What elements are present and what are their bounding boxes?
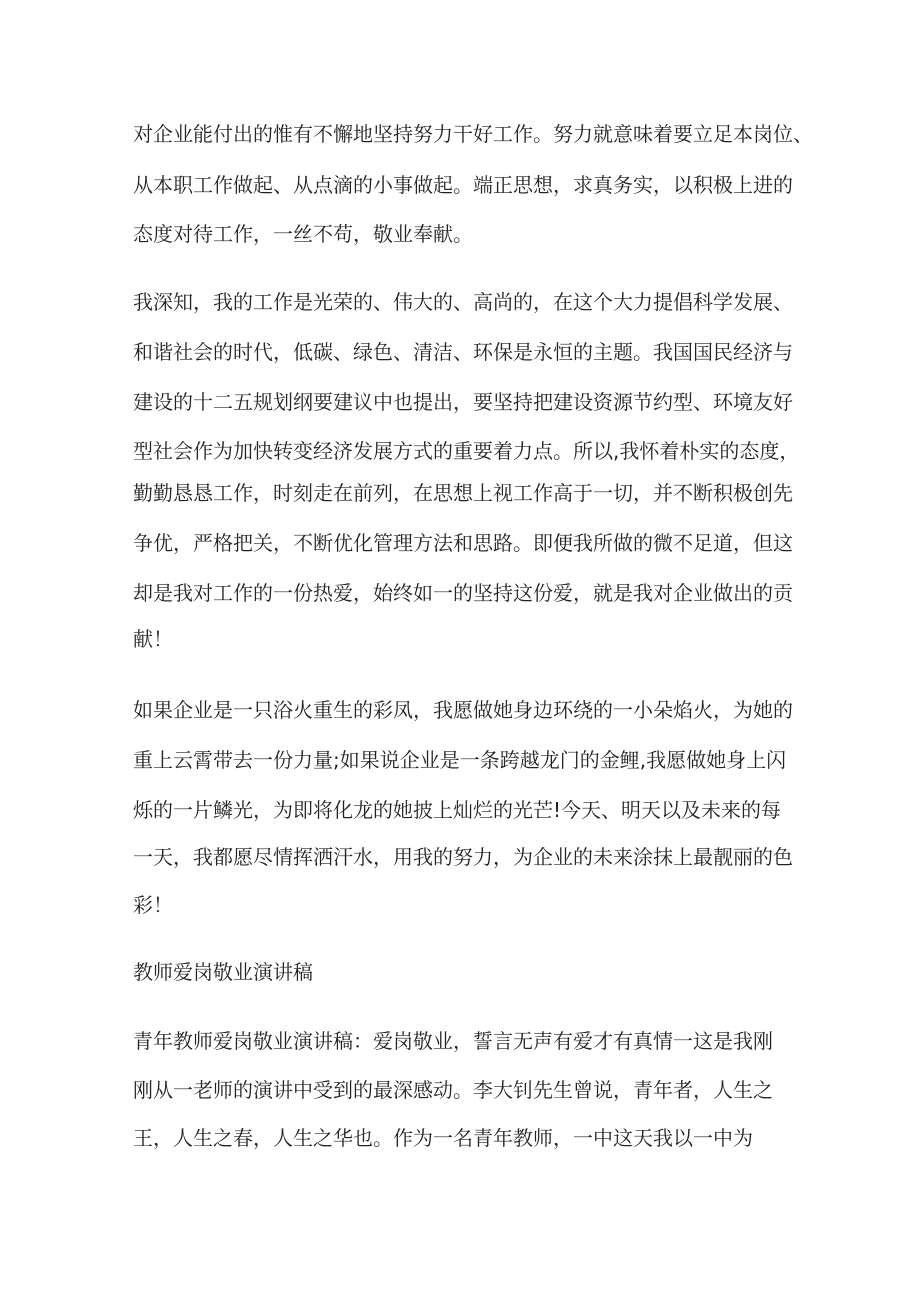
paragraph-1-line-1: 对企业能付出的惟有不懈地坚持努力干好工作。努力就意味着要立足本岗位、 bbox=[133, 122, 813, 146]
paragraph-4-line-2: 刚从一老师的演讲中受到的最深感动。李大钊先生曾说，青年者，人生之 bbox=[133, 1078, 773, 1102]
paragraph-2-line-8: 献！ bbox=[133, 627, 173, 651]
paragraph-3-line-1: 如果企业是一只浴火重生的彩凤，我愿做她身边环绕的一小朵焰火，为她的 bbox=[133, 698, 793, 722]
paragraph-3-line-2: 重上云霄带去一份力量;如果说企业是一条跨越龙门的金鲤,我愿做她身上闪 bbox=[133, 748, 787, 772]
paragraph-4-line-1: 青年教师爱岗敬业演讲稿：爱岗敬业，誓言无声有爱才有真情一这是我刚 bbox=[133, 1029, 773, 1053]
paragraph-2-line-1: 我深知，我的工作是光荣的、伟大的、高尚的，在这个大力提倡科学发展、 bbox=[133, 290, 793, 314]
paragraph-2-line-7: 却是我对工作的一份热爱，始终如一的坚持这份爱，就是我对企业做出的贡 bbox=[133, 581, 793, 605]
section-heading: 教师爱岗敬业演讲稿 bbox=[133, 960, 313, 984]
paragraph-2-line-3: 建设的十二五规划纲要建议中也提出，要坚持把建设资源节约型、环境友好 bbox=[133, 390, 793, 414]
paragraph-2-line-6: 争优，严格把关，不断优化管理方法和思路。即便我所做的微不足道，但这 bbox=[133, 531, 793, 555]
paragraph-1-line-3: 态度对待工作，一丝不苟，敬业奉献。 bbox=[133, 222, 473, 246]
paragraph-2-line-5: 勤勤恳恳工作，时刻走在前列，在思想上视工作高于一切，并不断积极创先 bbox=[133, 481, 793, 505]
paragraph-2-line-2: 和谐社会的时代，低碳、绿色、清洁、环保是永恒的主题。我国国民经济与 bbox=[133, 340, 793, 364]
paragraph-4-line-3: 王，人生之春，人生之华也。作为一名青年教师，一中这天我以一中为 bbox=[133, 1126, 753, 1150]
paragraph-2-line-4: 型社会作为加快转变经济发展方式的重要着力点。所以,我怀着朴实的态度， bbox=[133, 439, 800, 463]
paragraph-3-line-5: 彩！ bbox=[133, 893, 173, 917]
paragraph-3-line-4: 一天，我都愿尽情挥洒汗水，用我的努力，为企业的未来涂抹上最靓丽的色 bbox=[133, 845, 793, 869]
paragraph-1-line-2: 从本职工作做起、从点滴的小事做起。端正思想，求真务实，以积极上进的 bbox=[133, 173, 793, 197]
paragraph-3-line-3: 烁的一片鳞光，为即将化龙的她披上灿烂的光芒!今天、明天以及未来的每 bbox=[133, 798, 782, 822]
